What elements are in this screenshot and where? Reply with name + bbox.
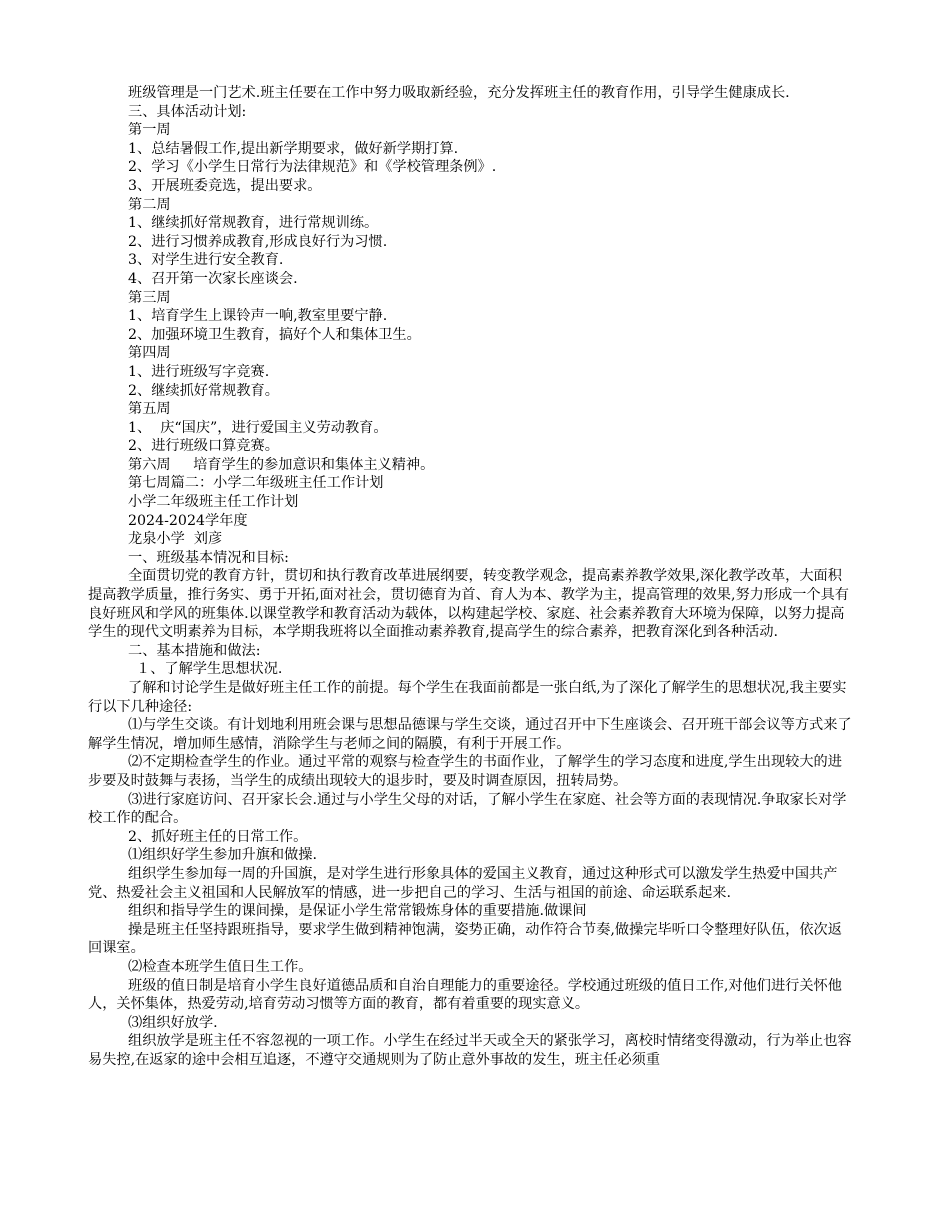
list-item: 1、培育学生上课铃声一响,教室里要宁静. bbox=[128, 308, 388, 325]
list-item: 3、对学生进行安全教育. bbox=[128, 252, 284, 269]
subsection-heading: ⑶组织好放学. bbox=[128, 1014, 218, 1031]
goals-paragraph: 全面贯切党的教育方针，贯切和执行教育改革进展纲要，转变教学观念，提高素养教学效果,深化教学改革，大面积提高教学质量，推行务实、勇于开拓,面对社会，贯切德育为首、育人为本、教学为主，提高管理的效果,努力形成一个具有良好班风和学风的班集体.以课堂教学和教育活动为载体，以构建起学校、家庭、社会素养教育大环境为保障，以努力提高学生的现代文明素养为目标，本学期我班将以全面推动素养教育,提高学生的综合素养，把教育深化到各种活动. bbox=[88, 568, 849, 641]
body-paragraph: 组织和指导学生的课间操，是保证小学生常常锻炼身体的重要措施.做课间 bbox=[128, 903, 587, 920]
section-heading-measures: 二、基本措施和做法: bbox=[128, 642, 261, 659]
document-body bbox=[88, 84, 854, 1069]
section-heading-basics: 一、班级基本情况和目标: bbox=[128, 549, 289, 566]
week-heading: 第四周 bbox=[128, 345, 171, 362]
body-paragraph: 班级的值日制是培育小学生良好道德品质和自治自理能力的重要途径。学校通过班级的值日工作,对他们进行关怀他人，关怀集体，热爱劳动,培育劳动习惯等方面的教育，都有着重要的现实意义。 bbox=[88, 977, 842, 1013]
week-heading: 第五周 bbox=[128, 401, 171, 418]
author-line: 龙泉小学 刘彦 bbox=[128, 531, 223, 548]
week-heading: 第二周 bbox=[128, 196, 171, 213]
subsection-heading: １、了解学生思想状况. bbox=[136, 661, 283, 678]
list-item: 2、进行班级口算竞赛。 bbox=[128, 438, 279, 455]
subsection-heading: 2、抓好班主任的日常工作。 bbox=[128, 828, 308, 845]
list-item: 1、进行班级写字竞赛. bbox=[128, 363, 270, 380]
week-heading: 第三周 bbox=[128, 289, 171, 306]
week-heading: 第七周篇二：小学二年级班主任工作计划 bbox=[128, 475, 384, 492]
list-item: 2、进行习惯养成教育,形成良好行为习惯. bbox=[128, 233, 388, 250]
body-paragraph: ⑴与学生交谈。有计划地利用班会课与思想品德课与学生交谈，通过召开中下生座谈会、召开班干部会议等方式来了解学生情况，增加师生感情，消除学生与老师之间的隔膜，有利于开展工作。 bbox=[88, 717, 852, 752]
list-item: 1、 庆“国庆”，进行爱国主义劳动教育。 bbox=[128, 419, 388, 436]
body-paragraph: 操是班主任坚持跟班指导，要求学生做到精神饱满，姿势正确，动作符合节奏,做操完毕听口令整理好队伍，依次返回课室。 bbox=[88, 921, 842, 957]
subsection-heading: ⑵检查本班学生值日生工作。 bbox=[128, 958, 313, 975]
list-item: 4、召开第一次家长座谈会. bbox=[128, 270, 298, 287]
list-item: 1、继续抓好常规教育，进行常规训练。 bbox=[128, 215, 379, 232]
body-paragraph: ⑶进行家庭访问、召开家长会.通过与小学生父母的对话，了解小学生在家庭、社会等方面的表现情况.争取家长对学校工作的配合。 bbox=[88, 791, 847, 827]
week-heading: 第六周 培育学生的参加意识和集体主义精神。 bbox=[128, 456, 435, 473]
list-item: 1、总结暑假工作,提出新学期要求，做好新学期打算. bbox=[128, 140, 459, 157]
list-item: 3、开展班委竞选，提出要求。 bbox=[128, 177, 322, 194]
body-paragraph: 组织放学是班主任不容忽视的一项工作。小学生在经过半天或全天的紧张学习，离校时情绪变得激动，行为举止也容易失控,在返家的途中会相互追逐，不遵守交通规则为了防止意外事故的发生，班主任必须重 bbox=[88, 1033, 852, 1068]
document-title: 小学二年级班主任工作计划 bbox=[128, 494, 299, 511]
section-heading-activities: 三、具体活动计划: bbox=[128, 103, 247, 120]
body-paragraph: 了解和讨论学生是做好班主任工作的前提。每个学生在我面前都是一张白纸,为了深化了解学生的思想状况,我主要实行以下几种途径: bbox=[88, 680, 847, 715]
list-item: 2、继续抓好常规教育。 bbox=[128, 382, 279, 399]
list-item: 2、学习《小学生日常行为法律规范》和《学校管理条例》. bbox=[128, 159, 497, 176]
list-item: 2、加强环境卫生教育，搞好个人和集体卫生。 bbox=[128, 326, 421, 343]
school-year: 2024-2024学年度 bbox=[128, 512, 248, 529]
body-paragraph: 组织学生参加每一周的升国旗，是对学生进行形象具体的爱国主义教育，通过这种形式可以激发学生热爱中国共产党、热爱社会主义祖国和人民解放军的情感，进一步把自己的学习、生活与祖国的前途、命运联系起来. bbox=[88, 865, 838, 901]
subsection-heading: ⑴组织好学生参加升旗和做操. bbox=[128, 847, 317, 864]
intro-paragraph: 班级管理是一门艺术.班主任要在工作中努力吸取新经验，充分发挥班主任的教育作用，引导学生健康成长. bbox=[128, 85, 790, 101]
week-heading: 第一周 bbox=[128, 122, 171, 139]
body-paragraph: ⑵不定期检查学生的作业。通过平常的观察与检查学生的书面作业，了解学生的学习态度和进度,学生出现较大的进步要及时鼓舞与表扬，当学生的成绩出现较大的退步时，要及时调查原因，扭转局势。 bbox=[88, 754, 842, 789]
